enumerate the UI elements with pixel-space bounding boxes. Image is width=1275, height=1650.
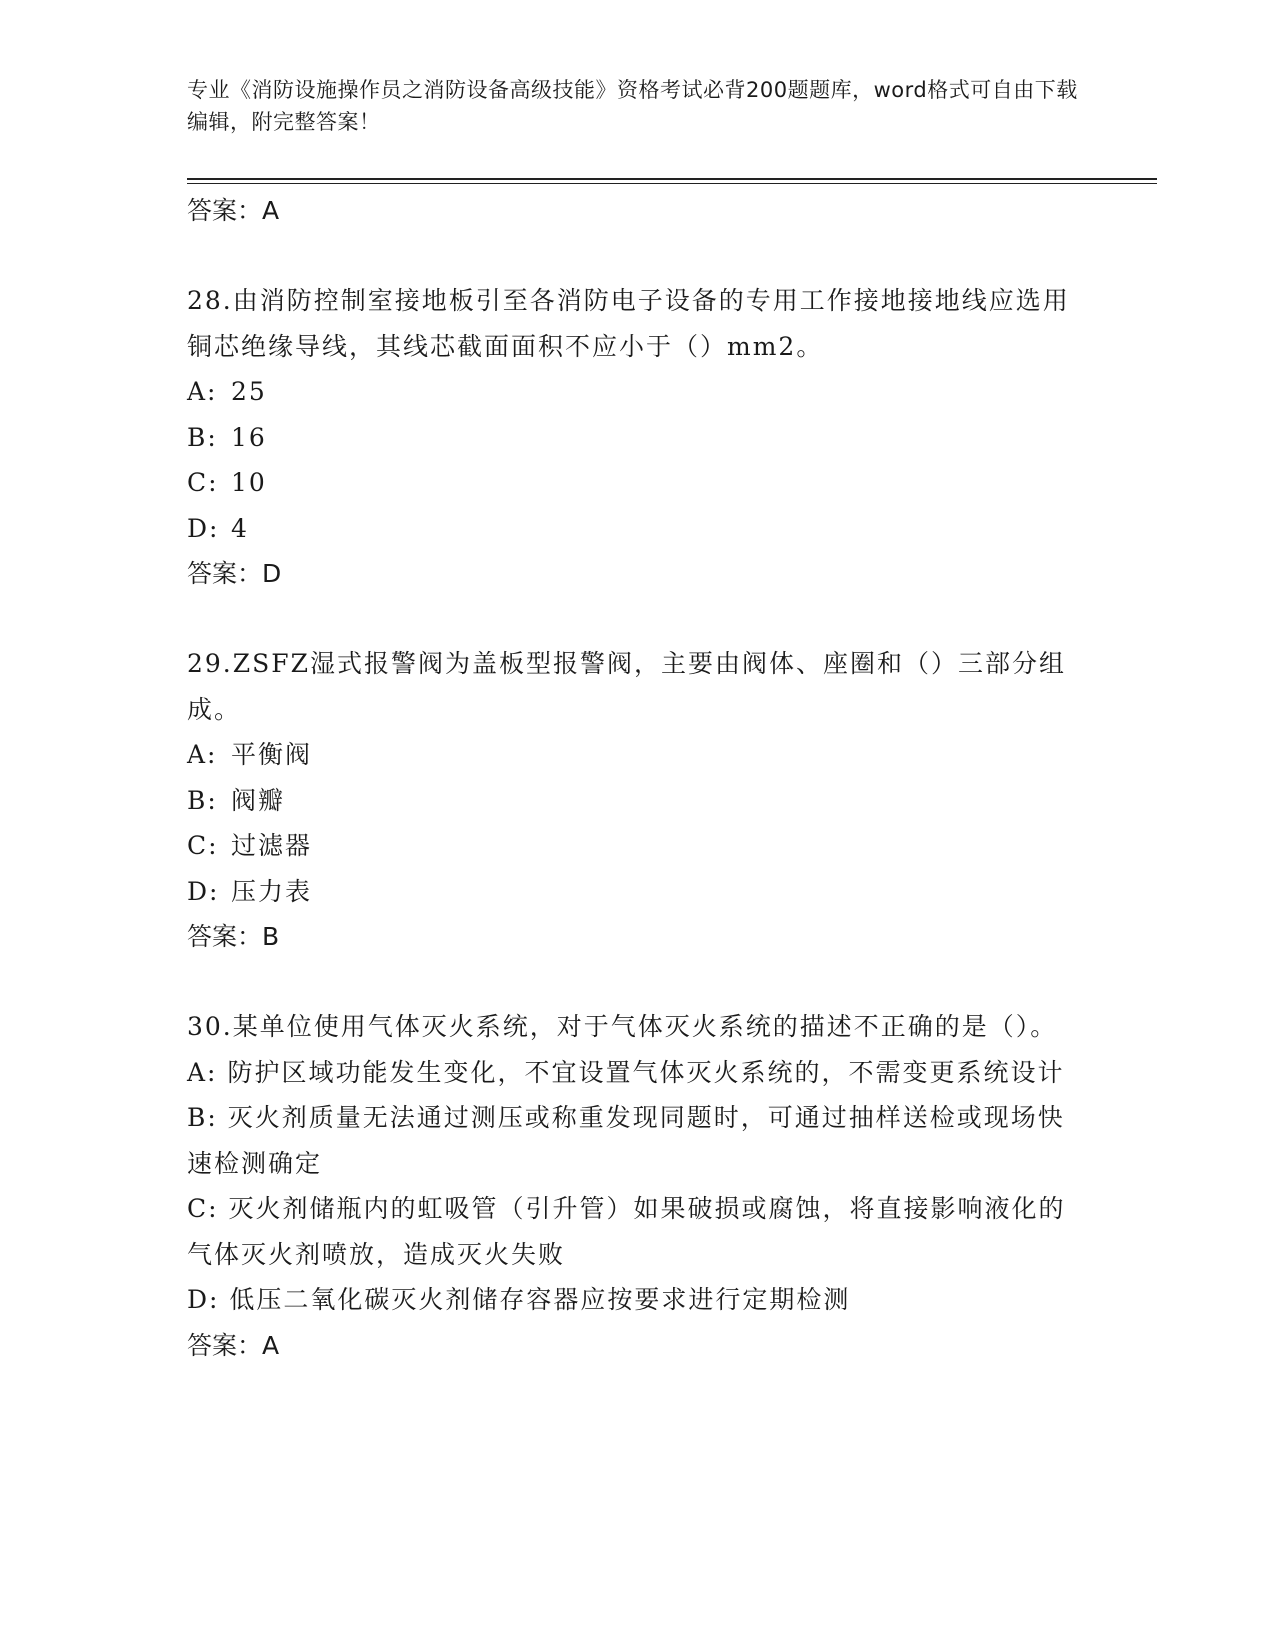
answer-line: 答案：D: [187, 559, 282, 588]
option-text: 过滤器: [231, 831, 313, 860]
option-text: 阀瓣: [231, 785, 286, 815]
answer-line: 答案：A: [187, 1330, 280, 1360]
option-c: [187, 823, 1087, 869]
option-b: [187, 778, 1087, 824]
option-text: 灭火剂质量无法通过测压或称重发现同题时，可通过抽样送检或现场快速检测确定: [187, 1103, 1065, 1178]
question-text: 30.某单位使用气体灭火系统，对于气体灭火系统的描述不正确的是（）。: [187, 1012, 1058, 1041]
option-letter: B:: [187, 785, 218, 815]
option-text: 低压二氧化碳灭火剂储存容器应按要求进行定期检测: [229, 1285, 851, 1314]
header-rule-thin: [187, 183, 1157, 184]
question-item: [187, 641, 1087, 960]
option-text: 25: [231, 377, 267, 406]
option-b: [187, 415, 1087, 461]
option-d: [187, 506, 1087, 552]
option-letter: D:: [187, 1285, 220, 1314]
option-text: 压力表: [231, 876, 313, 906]
option-letter: B:: [187, 1103, 218, 1132]
option-text: 灭火剂储瓶内的虹吸管（引升管）如果破损或腐蚀，将直接影响液化的气体灭火剂喷放，造成灭火失败: [187, 1194, 1066, 1269]
question-text: 28.由消防控制室接地板引至各消防电子设备的专用工作接地接地线应选用铜芯绝缘导线，其线芯截面面积不应小于（）mm2。: [187, 286, 1070, 361]
option-letter: D:: [187, 513, 220, 543]
option-letter: A:: [187, 740, 218, 769]
option-letter: C:: [187, 831, 219, 860]
document-header: 专业《消防设施操作员之消防设备高级技能》资格考试必背200题题库，word格式可自由下载编辑，附完整答案！: [187, 78, 1078, 134]
option-text: 10: [231, 468, 267, 497]
option-b: [187, 1095, 1087, 1186]
header-rule-thick: [187, 178, 1157, 180]
question-item: [187, 278, 1087, 597]
option-a: [187, 369, 1087, 415]
option-text: 16: [231, 422, 267, 452]
option-letter: C:: [187, 1194, 219, 1223]
option-letter: C:: [187, 468, 219, 497]
option-d: [187, 869, 1087, 915]
option-text: 4: [231, 513, 249, 543]
option-text: 防护区域功能发生变化，不宜设置气体灭火系统的，不需变更系统设计: [227, 1057, 1065, 1087]
option-letter: A:: [187, 377, 218, 406]
option-c: [187, 1186, 1087, 1277]
question-text: 29.ZSFZ湿式报警阀为盖板型报警阀，主要由阀体、座圈和（）三部分组成。: [187, 649, 1066, 724]
option-c: [187, 460, 1087, 506]
option-text: 平衡阀: [231, 740, 313, 769]
answer-line: 答案：B: [187, 922, 280, 951]
previous-answer: 答案：A: [187, 196, 280, 225]
option-letter: A:: [187, 1057, 218, 1087]
question-list: [187, 188, 1087, 1369]
option-letter: B:: [187, 422, 218, 452]
option-a: [187, 732, 1087, 778]
option-letter: D:: [187, 876, 220, 906]
option-d: [187, 1277, 1087, 1323]
question-item: [187, 1004, 1087, 1369]
option-a: [187, 1050, 1087, 1096]
